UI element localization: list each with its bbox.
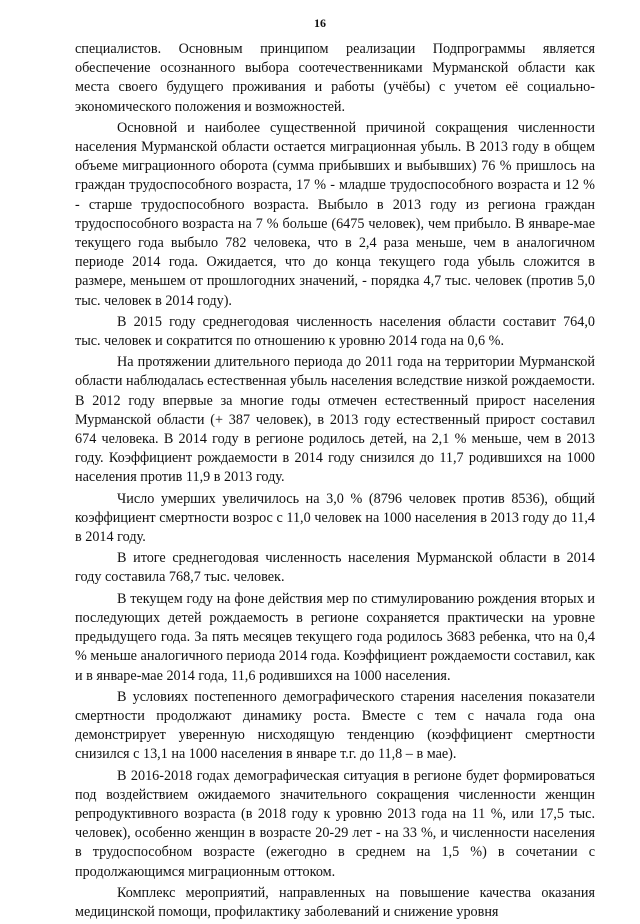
paragraph-forecast: В 2016-2018 годах демографическая ситуация в регионе будет формироваться под воздействием ожидаемого значительного сокращения численности женщин репродуктивного возраста (в 2018 году к уровню 2013 года на 11 %, или 17,5 тыс. человек), особенно женщин в возрасте 20-29 лет - на 33 %, и численности населения в трудоспособном возрасте (ежегодно в среднем на 1,5 %) в сочетании с продолжающимся миграционным оттоком. — [75, 767, 595, 880]
paragraph-natural-growth: На протяжении длительного периода до 2011 года на территории Мурманской области наблюдалась естественная убыль населения вследствие низкой рождаемости. В 2012 году впервые за многие годы отмечен естественный прирост населения Мурманской области (+ 387 человек), в 2013 году естественный прирост составил 674 человека. В 2014 году в регионе родилось детей, на 2,1 % меньше, чем в 2013 году. Коэффициент рождаемости в 2014 году снизился до 11,7 родившихся на 1000 населения против 11,9 в 2013 году. — [75, 354, 595, 486]
paragraph-aging: В условиях постепенного демографического старения населения показатели смертности продолжают динамику роста. Вместе с тем с начала года она демонстрирует уверенную нисходящую тенденцию (коэффициент смертности снизился с 13,1 на 1000 населения в январе т.г. до 11,8 – в мае). — [75, 688, 595, 763]
document-body — [75, 40, 595, 924]
paragraph-mortality: Число умерших увеличилось на 3,0 % (8796 человек против 8536), общий коэффициент смертности возрос с 11,0 человек на 1000 населения в 2013 году до 11,4 в 2014 году. — [75, 490, 595, 546]
paragraph-migration: Основной и наиболее существенной причиной сокращения численности населения Мурманской области остается миграционная убыль. В 2013 году в общем объеме миграционного оборота (сумма прибывших и выбывших) 76 % пришлось на граждан трудоспособного возраста, 17 % - младше трудоспособного возраста и 12 % - старше трудоспособного возраста. Выбыло в 2013 году из региона граждан трудоспособного возраста на 7 % больше (6475 человек), чем прибыло. В январе-мае текущего года выбыло 782 человека, что в 2,4 раза меньше, чем в аналогичном периоде 2014 года. Ожидается, что до конца текущего года убыль сложится в размере, меньшем от прошлогодних значений, - порядка 4,7 тыс. человек (против 5,0 тыс. человек в 2014 году). — [75, 119, 595, 309]
paragraph-birth-rate: В текущем году на фоне действия мер по стимулированию рождения вторых и последующих детей рождаемость в регионе сохраняется практически на уровне предыдущего года. За пять месяцев текущего года родилось 3683 ребенка, что на 0,4 % меньше аналогичного периода 2014 года. Коэффициент рождаемости составил, как и в январе-мае 2014 года, 11,6 родившихся на 1000 населения. — [75, 590, 595, 684]
paragraph-population-2014: В итоге среднегодовая численность населения Мурманской области в 2014 году составила 768,7 тыс. человек. — [75, 550, 595, 586]
paragraph-measures: Комплекс мероприятий, направленных на повышение качества оказания медицинской помощи, профилактику заболеваний и снижение уровня — [75, 884, 595, 920]
paragraph-population-2015: В 2015 году среднегодовая численность населения области составит 764,0 тыс. человек и сократится по отношению к уровню 2014 года на 0,6 %. — [75, 313, 595, 350]
page-number: 16 — [314, 16, 326, 30]
paragraph-continuation: специалистов. Основным принципом реализации Подпрограммы является обеспечение осознанного выбора соотечественниками Мурманской области как места своего будущего проживания и работы (учёбы) с учетом её социально-экономического положения и возможностей. — [75, 41, 595, 115]
